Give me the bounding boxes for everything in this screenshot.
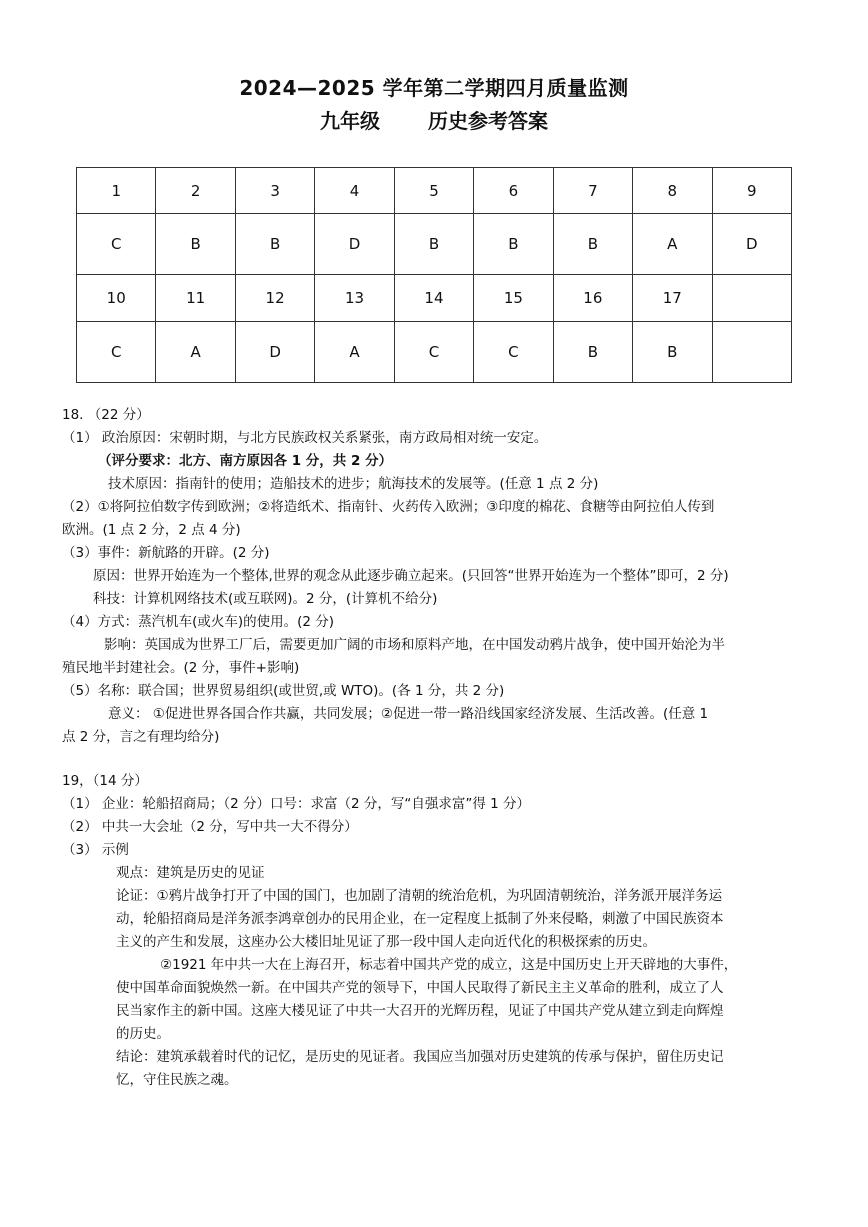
answer-cell: B (394, 214, 473, 275)
q18-line: 科技：计算机网络技术(或互联网)。2 分，(计算机不给分) (93, 591, 438, 607)
subject-label: 历史参考答案 (428, 109, 548, 133)
question-number-cell: 4 (315, 168, 394, 214)
answer-row (77, 322, 792, 383)
q18-line: （4）方式：蒸汽机车(或火车)的使用。(2 分) (62, 614, 335, 630)
question-number-row (77, 168, 792, 214)
answer-cell: B (156, 214, 235, 275)
question-number-cell: 3 (235, 168, 314, 214)
answer-cell: D (235, 322, 314, 383)
q18-line: （3）事件：新航路的开辟。(2 分) (62, 545, 270, 561)
grade-label: 九年级 (320, 109, 380, 133)
q18-line: 点 2 分，言之有理均给分) (62, 729, 220, 745)
answer-table (76, 167, 792, 383)
answer-cell: D (315, 214, 394, 275)
question-number-cell: 9 (712, 168, 792, 214)
question-number-cell: 13 (315, 275, 394, 322)
q19-line: 使中国革命面貌焕然一新。在中国共产党的领导下，中国人民取得了新民主主义革命的胜利，成立了人 (116, 980, 724, 996)
answer-cell: B (235, 214, 314, 275)
document-title: 2024—2025 学年第二学期四月质量监测 (239, 76, 629, 100)
answer-cell: C (394, 322, 473, 383)
q19-line: （1） 企业：轮船招商局；（2 分）口号：求富（2 分，写“自强求富”得 1 分） (62, 796, 531, 812)
answer-cell: A (633, 214, 712, 275)
question-number-cell: 2 (156, 168, 235, 214)
q18-line: 殖民地半封建社会。(2 分，事件+影响) (62, 660, 300, 676)
q19-line: 民当家作主的新中国。这座大楼见证了中共一大召开的光辉历程，见证了中国共产党从建立到走向辉煌 (116, 1003, 724, 1019)
answer-row (77, 214, 792, 275)
q18-scoring-note: （评分要求：北方、南方原因各 1 分，共 2 分） (98, 453, 393, 469)
q18-line: 技术原因：指南针的使用；造船技术的进步；航海技术的发展等。(任意 1 点 2 分) (108, 476, 599, 492)
q19-line: 忆，守住民族之魂。 (116, 1072, 238, 1088)
q18-heading: 18. （22 分） (62, 407, 150, 423)
question-number-cell: 11 (156, 275, 235, 322)
q18-line: 欧洲。(1 点 2 分，2 点 4 分) (62, 522, 241, 538)
q19-line: （3） 示例 (62, 842, 129, 858)
answer-cell: B (633, 322, 712, 383)
q19-line: ②1921 年中共一大在上海召开，标志着中国共产党的成立，这是中国历史上开天辟地的大事件， (160, 957, 738, 973)
q19-heading: 19，（14 分） (62, 773, 148, 789)
question-number-row (77, 275, 792, 322)
q18-line: 影响：英国成为世界工厂后，需要更加广阔的市场和原料产地，在中国发动鸦片战争，使中国开始沦为半 (104, 637, 725, 653)
q18-line: （1） 政治原因：宋朝时期，与北方民族政权关系紧张，南方政局相对统一安定。 (62, 430, 548, 446)
answer-cell: B (553, 322, 632, 383)
answer-cell: A (156, 322, 235, 383)
empty-cell (712, 275, 792, 322)
answer-cell: C (77, 322, 156, 383)
document-subtitle (0, 105, 868, 134)
empty-cell (712, 322, 792, 383)
question-number-cell: 15 (474, 275, 553, 322)
question-number-cell: 17 (633, 275, 712, 322)
question-number-cell: 1 (77, 168, 156, 214)
question-number-cell: 14 (394, 275, 473, 322)
q19-line: 结论：建筑承载着时代的记忆，是历史的见证者。我国应当加强对历史建筑的传承与保护，留住历史记 (116, 1049, 724, 1065)
q19-line: 的历史。 (116, 1026, 170, 1042)
q19-line: （2） 中共一大会址（2 分，写中共一大不得分） (62, 819, 358, 835)
q19-line: 论证：①鸦片战争打开了中国的国门，也加剧了清朝的统治危机，为巩固清朝统治，洋务派开展洋务运 (116, 888, 723, 904)
q19-line: 动，轮船招商局是洋务派李鸿章创办的民用企业，在一定程度上抵制了外来侵略，刺激了中国民族资本 (116, 911, 724, 927)
q18-line: （5）名称：联合国；世界贸易组织(或世贸,或 WTO)。(各 1 分，共 2 分) (62, 683, 505, 699)
answer-cell: C (77, 214, 156, 275)
question-number-cell: 8 (633, 168, 712, 214)
question-number-cell: 6 (474, 168, 553, 214)
answer-cell: B (553, 214, 632, 275)
q18-line: （2）①将阿拉伯数字传到欧洲；②将造纸术、指南针、火药传入欧洲；③印度的棉花、食糖等由阿拉伯人传到 (62, 499, 715, 515)
q19-line: 观点：建筑是历史的见证 (116, 865, 265, 881)
answer-cell: D (712, 214, 792, 275)
answer-cell: B (474, 214, 553, 275)
q18-line: 原因：世界开始连为一个整体,世界的观念从此逐步确立起来。(只回答“世界开始连为一个整体”即可，2 分) (93, 568, 729, 584)
question-number-cell: 7 (553, 168, 632, 214)
question-number-cell: 10 (77, 275, 156, 322)
q19-line: 主义的产生和发展，这座办公大楼旧址见证了那一段中国人走向近代化的积极探索的历史。 (116, 934, 656, 950)
answer-cell: A (315, 322, 394, 383)
question-number-cell: 16 (553, 275, 632, 322)
question-number-cell: 5 (394, 168, 473, 214)
answer-cell: C (474, 322, 553, 383)
q18-line: 意义： ①促进世界各国合作共赢，共同发展；②促进一带一路沿线国家经济发展、生活改善。(任意 1 (108, 706, 709, 722)
question-number-cell: 12 (235, 275, 314, 322)
